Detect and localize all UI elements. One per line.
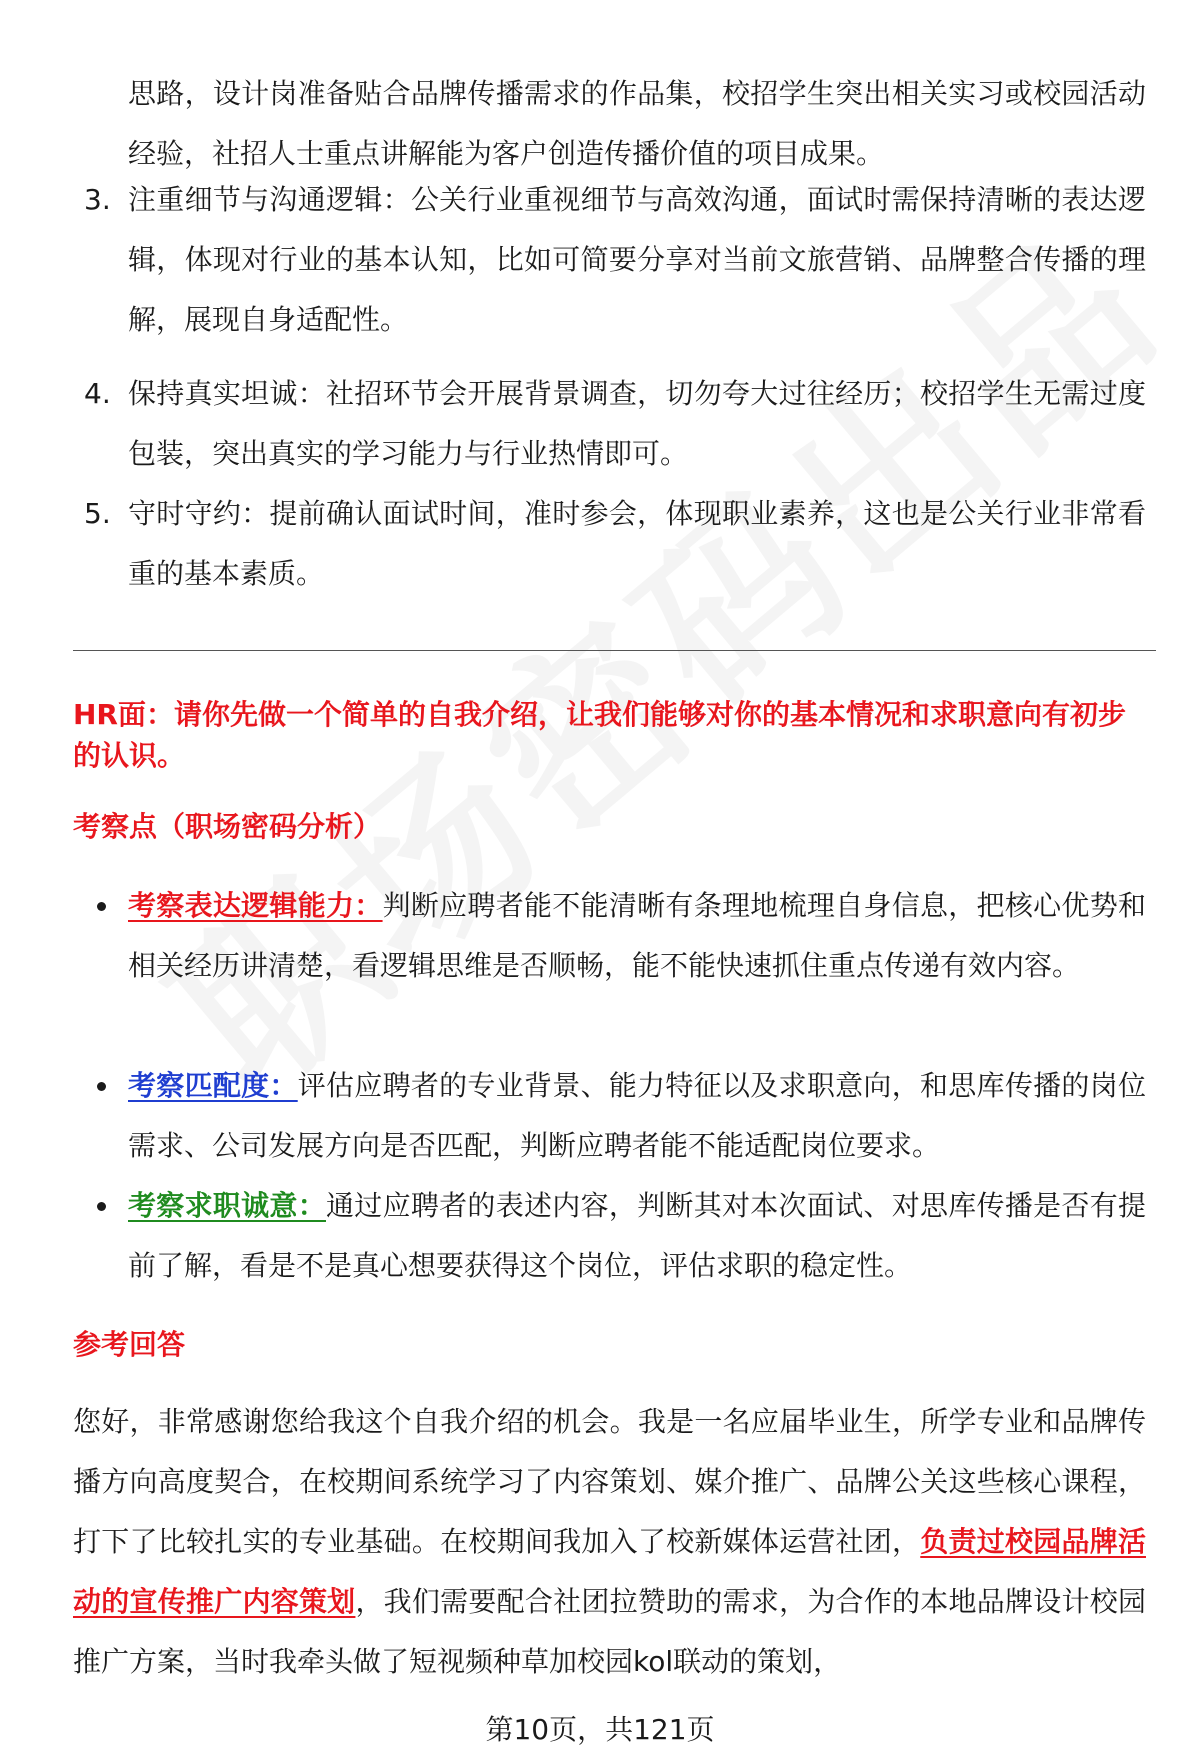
- interview-question: HR面：请你先做一个简单的自我介绍，让我们能够对你的基本情况和求职意向有初步的认识。: [73, 698, 1126, 772]
- list-item-text: 注重细节与沟通逻辑：公关行业重视细节与高效沟通，面试时需保持清晰的表达逻辑，体现对行业的基本认知，比如可简要分享对当前文旅营销、品牌整合传播的理解，展现自身适配性。: [128, 183, 1146, 336]
- list-number: 3.: [84, 183, 111, 216]
- bullet-label: 考察表达逻辑能力：: [128, 889, 383, 922]
- analysis-heading: 考察点（职场密码分析）: [73, 810, 382, 843]
- bullet-dot: [97, 1082, 106, 1091]
- answer-highlight: 负责过校园品牌活动的宣传推广内容策划: [73, 1525, 1146, 1618]
- list-number: 5.: [84, 497, 111, 530]
- bullet-body: 通过应聘者的表述内容，判断其对本次面试、对思库传播是否有提前了解，看是不是真心想要获得这个岗位，评估求职的稳定性。: [128, 1189, 1146, 1282]
- list-number: 4.: [84, 377, 111, 410]
- answer-heading: 参考回答: [73, 1328, 186, 1361]
- list-continuation: 思路，设计岗准备贴合品牌传播需求的作品集，校招学生突出相关实习或校园活动经验，社招人士重点讲解能为客户创造传播价值的项目成果。: [128, 77, 1146, 170]
- bullet-label: 考察匹配度：: [128, 1069, 298, 1102]
- bullet-body: 评估应聘者的专业背景、能力特征以及求职意向，和思库传播的岗位需求、公司发展方向是否匹配，判断应聘者能不能适配岗位要求。: [128, 1069, 1146, 1162]
- answer-paragraph: [73, 1392, 1146, 1692]
- bullet-dot: [97, 1202, 106, 1211]
- list-item-text: 守时守约：提前确认面试时间，准时参会，体现职业素养，这也是公关行业非常看重的基本素质。: [128, 497, 1146, 590]
- page-number: 第10页，共121页: [485, 1713, 715, 1746]
- answer-text: ，我们需要配合社团拉赞助的需求，为合作的本地品牌设计校园推广方案，当时我牵头做了短视频种草加校园kol联动的策划，: [73, 1585, 1146, 1678]
- section-divider: [73, 650, 1156, 651]
- bullet-label: 考察求职诚意：: [128, 1189, 326, 1222]
- bullet-text: [128, 1056, 1146, 1176]
- bullet-text: [128, 1176, 1146, 1296]
- answer-text: 您好，非常感谢您给我这个自我介绍的机会。我是一名应届毕业生，所学专业和品牌传播方向高度契合，在校期间系统学习了内容策划、媒介推广、品牌公关这些核心课程，打下了比较扎实的专业基础。在校期间我加入了校新媒体运营社团，: [73, 1405, 1146, 1558]
- list-item-text: 保持真实坦诚：社招环节会开展背景调查，切勿夸大过往经历；校招学生无需过度包装，突出真实的学习能力与行业热情即可。: [128, 377, 1146, 470]
- bullet-body: 判断应聘者能不能清晰有条理地梳理自身信息，把核心优势和相关经历讲清楚，看逻辑思维是否顺畅，能不能快速抓住重点传递有效内容。: [128, 889, 1146, 982]
- bullet-text: [128, 876, 1146, 996]
- bullet-dot: [97, 902, 106, 911]
